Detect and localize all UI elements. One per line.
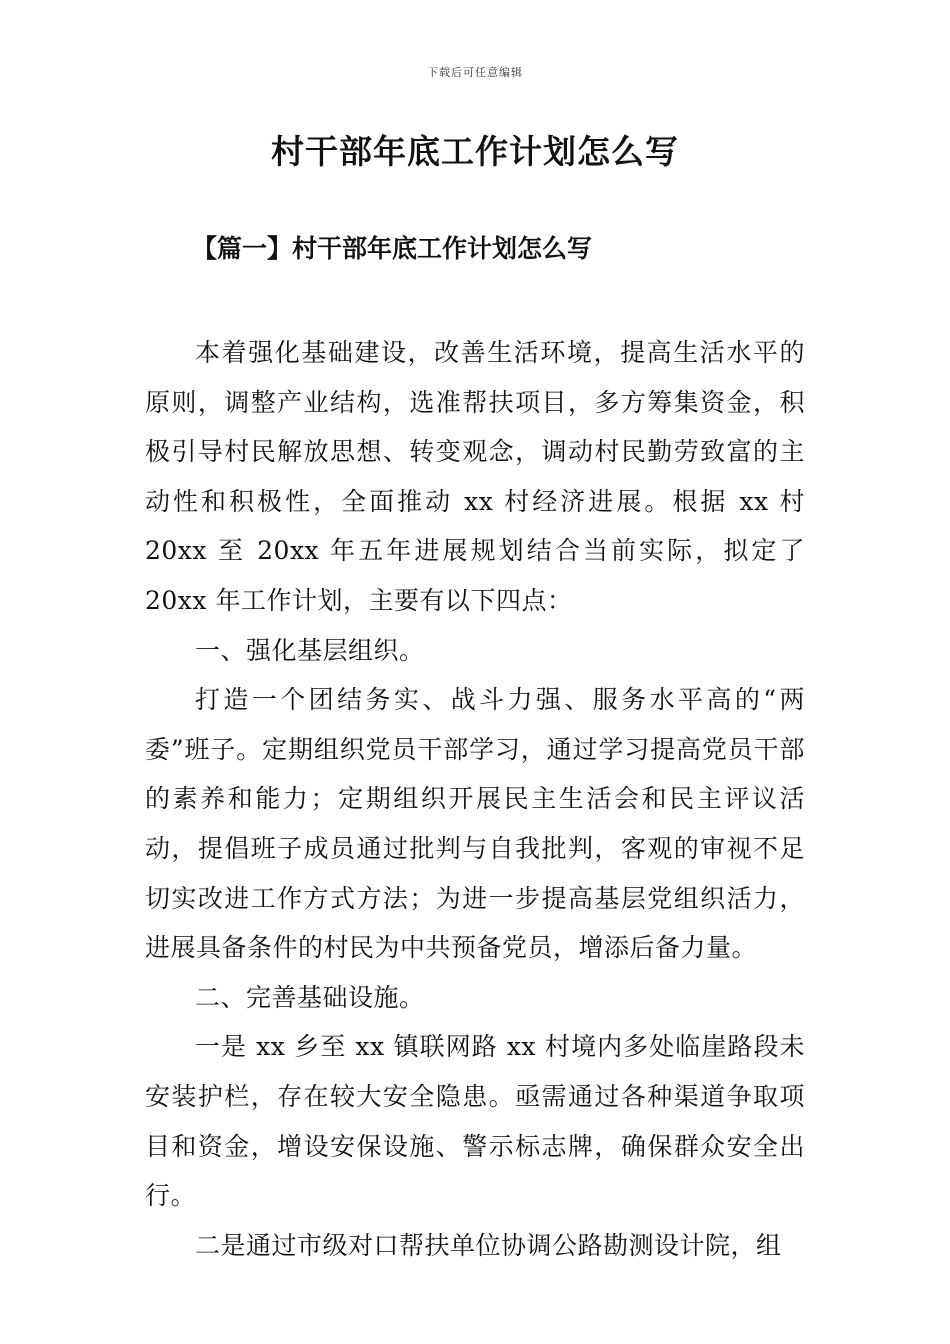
document-title: 村干部年底工作计划怎么写 bbox=[271, 132, 679, 171]
heading-infrastructure: 二、完善基础设施。 bbox=[195, 982, 425, 1012]
paragraph-guardrails: 一是 xx 乡至 xx 镇联网路 xx 村境内多处临崖路段未安装护栏，存在较大安全隐患。亟需通过各种渠道争取项目和资金，增设安保设施、警示标志牌，确保群众安全出行。 bbox=[145, 1032, 805, 1211]
section-title: 【篇一】村干部年底工作计划怎么写 bbox=[192, 234, 593, 263]
paragraph-team-building: 打造一个团结务实、战斗力强、服务水平高的“两委”班子。定期组织党员干部学习，通过学习提高党员干部的素养和能力；定期组织开展民主生活会和民主评议活动，提倡班子成员通过批判与自我批判，客观的审视不足切实改进工作方式方法；为进一步提高基层党组织活力，进展具备条件的村民为中共预备党员，增添后备力量。 bbox=[145, 685, 805, 963]
paragraph-survey: 二是通过市级对口帮扶单位协调公路勘测设计院，组 bbox=[195, 1230, 782, 1260]
header-note: 下载后可任意编辑 bbox=[427, 66, 523, 79]
paragraph-intro: 本着强化基础建设，改善生活环境，提高生活水平的原则，调整产业结构，选准帮扶项目，多方筹集资金，积极引导村民解放思想、转变观念，调动村民勤劳致富的主动性和积极性，全面推动 xx 村经济进展。根据 xx 村 20xx 至 20xx 年五年进展规划结合当前实际，拟定了 20xx 年工作计划，主要有以下四点： bbox=[145, 338, 805, 615]
document-body bbox=[145, 328, 805, 1270]
heading-strengthen-grassroots: 一、强化基层组织。 bbox=[195, 635, 425, 665]
